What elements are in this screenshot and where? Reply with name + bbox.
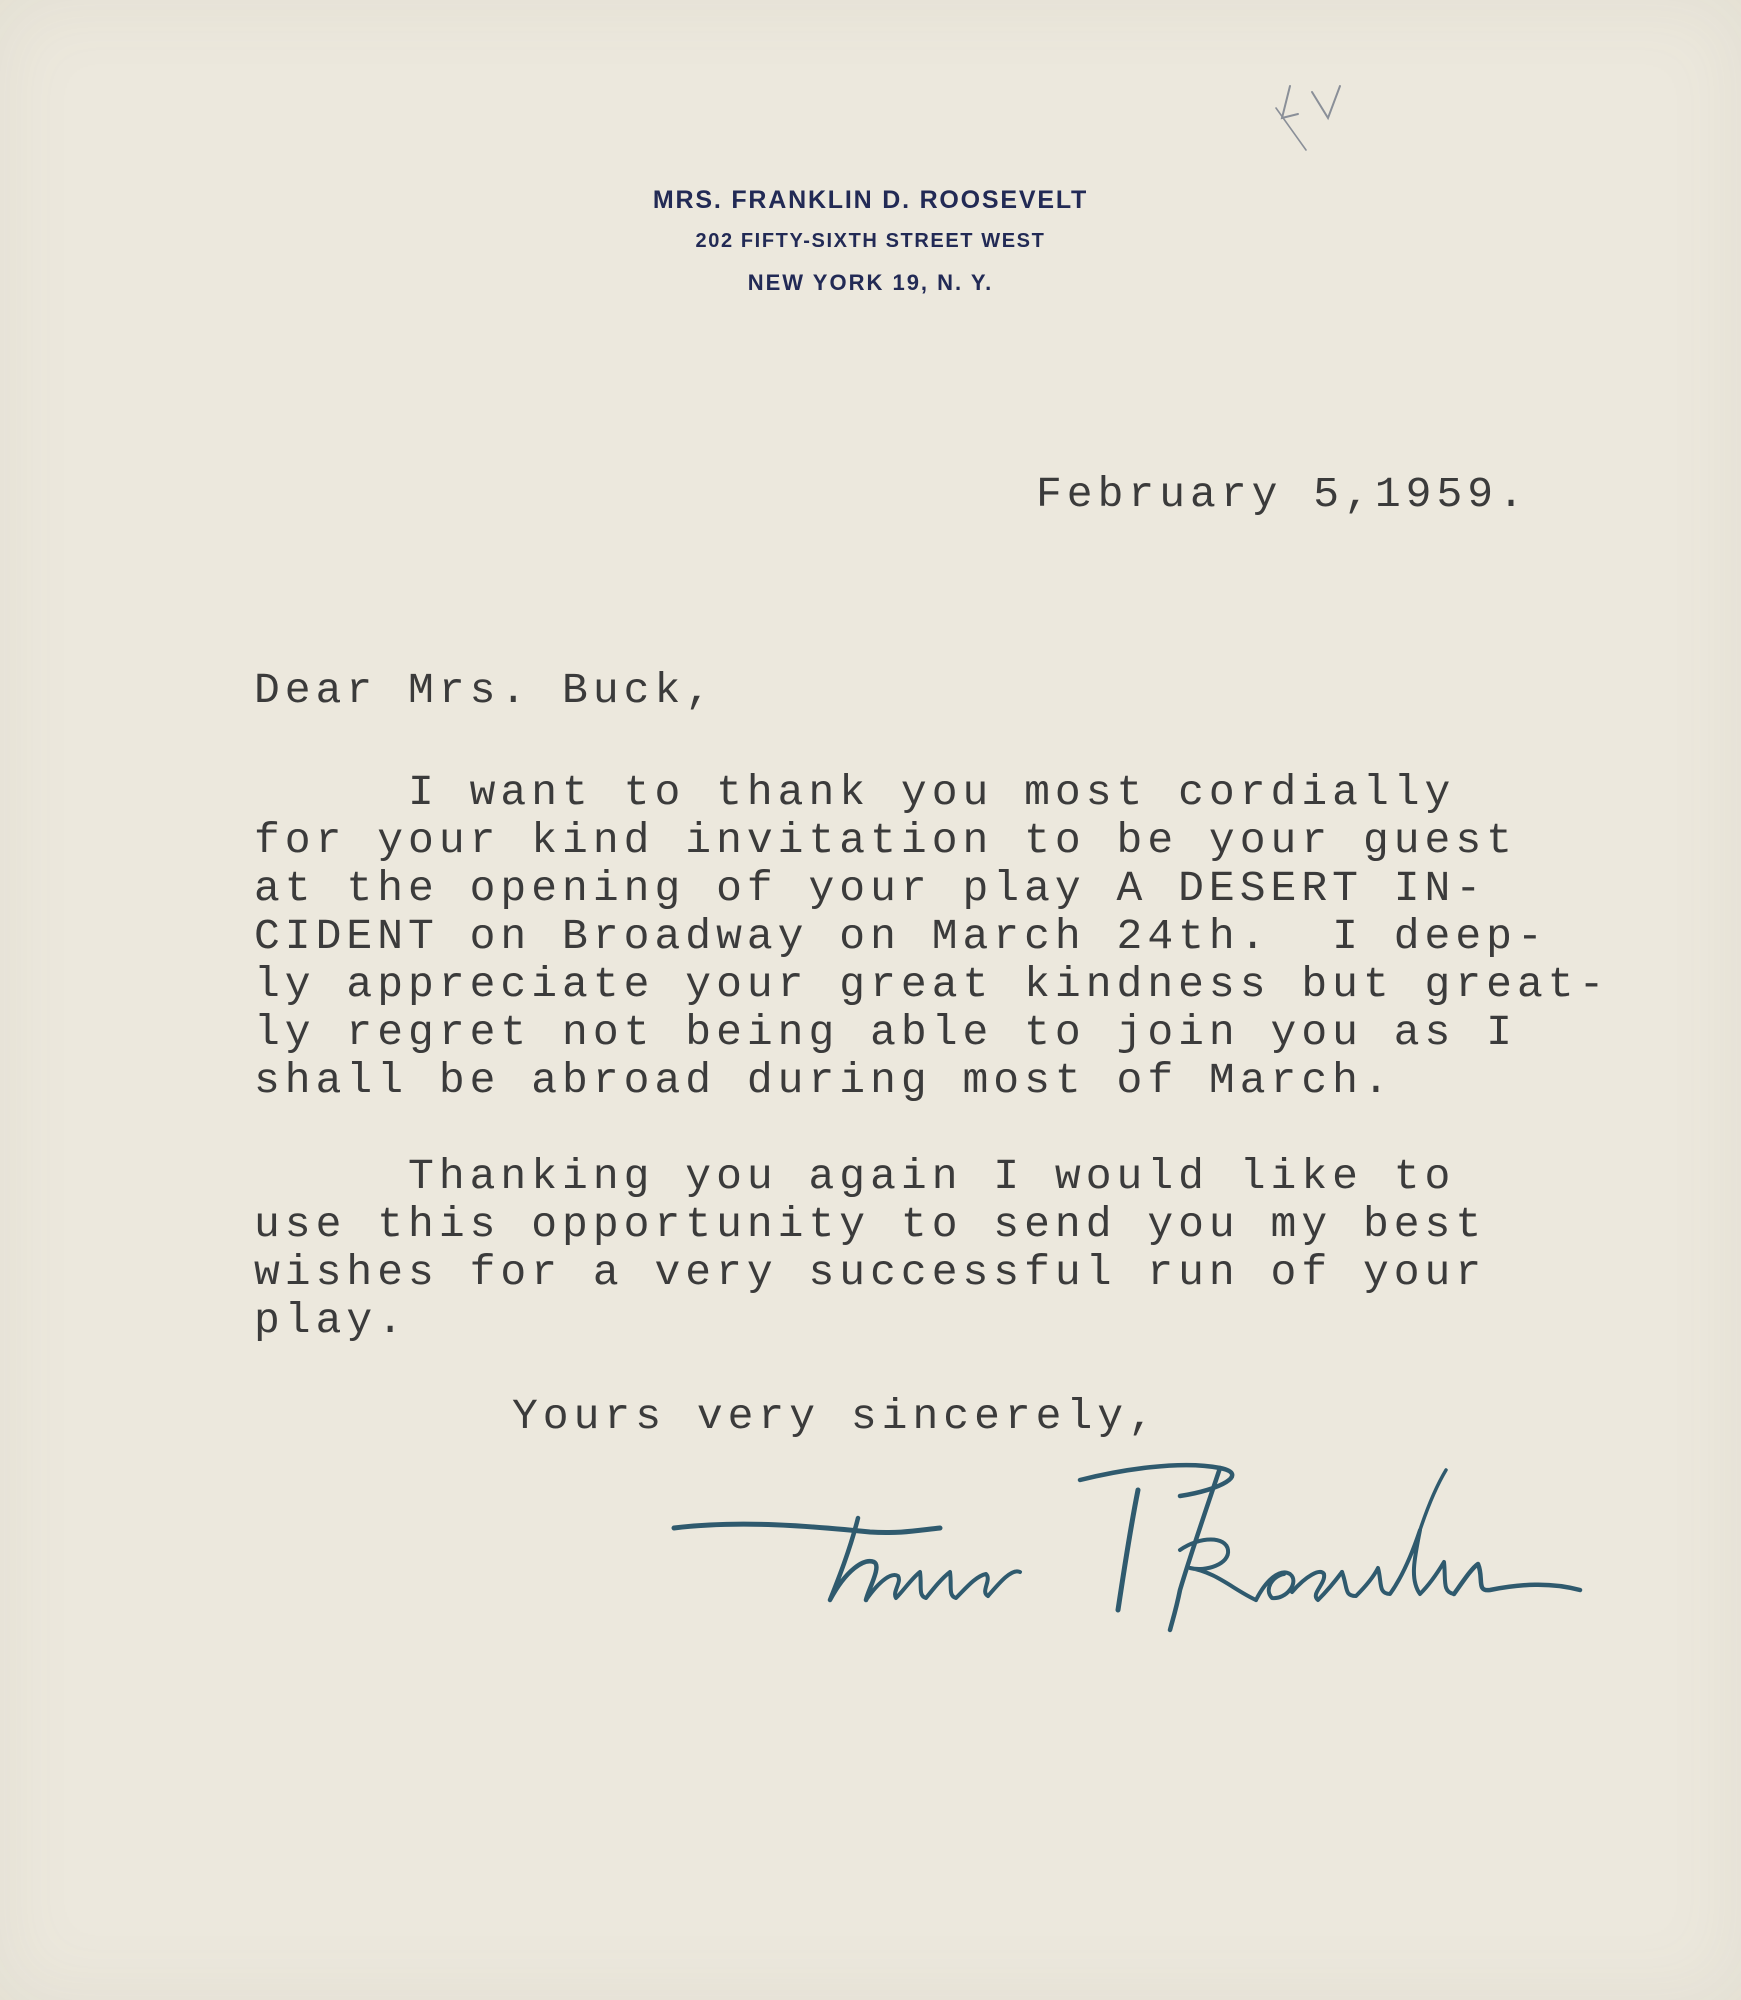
- letterhead-name: MRS. FRANKLIN D. ROOSEVELT: [652, 186, 1089, 214]
- paragraph-1-line: for your kind invitation to be your guest: [254, 816, 1517, 865]
- paragraph-2-line: wishes for a very successful run of your: [254, 1248, 1487, 1297]
- paragraph-1-line: ly appreciate your great kindness but great-: [254, 960, 1610, 1009]
- letterhead-street: 202 FIFTY-SIXTH STREET WEST: [695, 230, 1046, 252]
- letter-closing: Yours very sincerely,: [512, 1392, 1159, 1441]
- paragraph-2-line: use this opportunity to send you my best: [254, 1200, 1487, 1249]
- letterhead-city: NEW YORK 19, N. Y.: [747, 270, 994, 295]
- paragraph-1-line: shall be abroad during most of March.: [254, 1056, 1394, 1105]
- paragraph-1-line: at the opening of your play A DESERT IN-: [254, 864, 1487, 913]
- letter-date: February 5,1959.: [1036, 470, 1529, 519]
- pencil-notation-mark: [1268, 78, 1358, 168]
- paragraph-1-line: I want to thank you most cordially: [254, 768, 1456, 817]
- paragraph-1-line: ly regret not being able to join you as I: [254, 1008, 1517, 1057]
- paragraph-2-line: play.: [254, 1296, 409, 1345]
- paragraph-1-line: CIDENT on Broadway on March 24th. I deep-: [254, 912, 1548, 961]
- handwritten-signature: [660, 1440, 1600, 1660]
- paragraph-2-line: Thanking you again I would like to: [254, 1152, 1456, 1201]
- letter-salutation: Dear Mrs. Buck,: [254, 666, 717, 715]
